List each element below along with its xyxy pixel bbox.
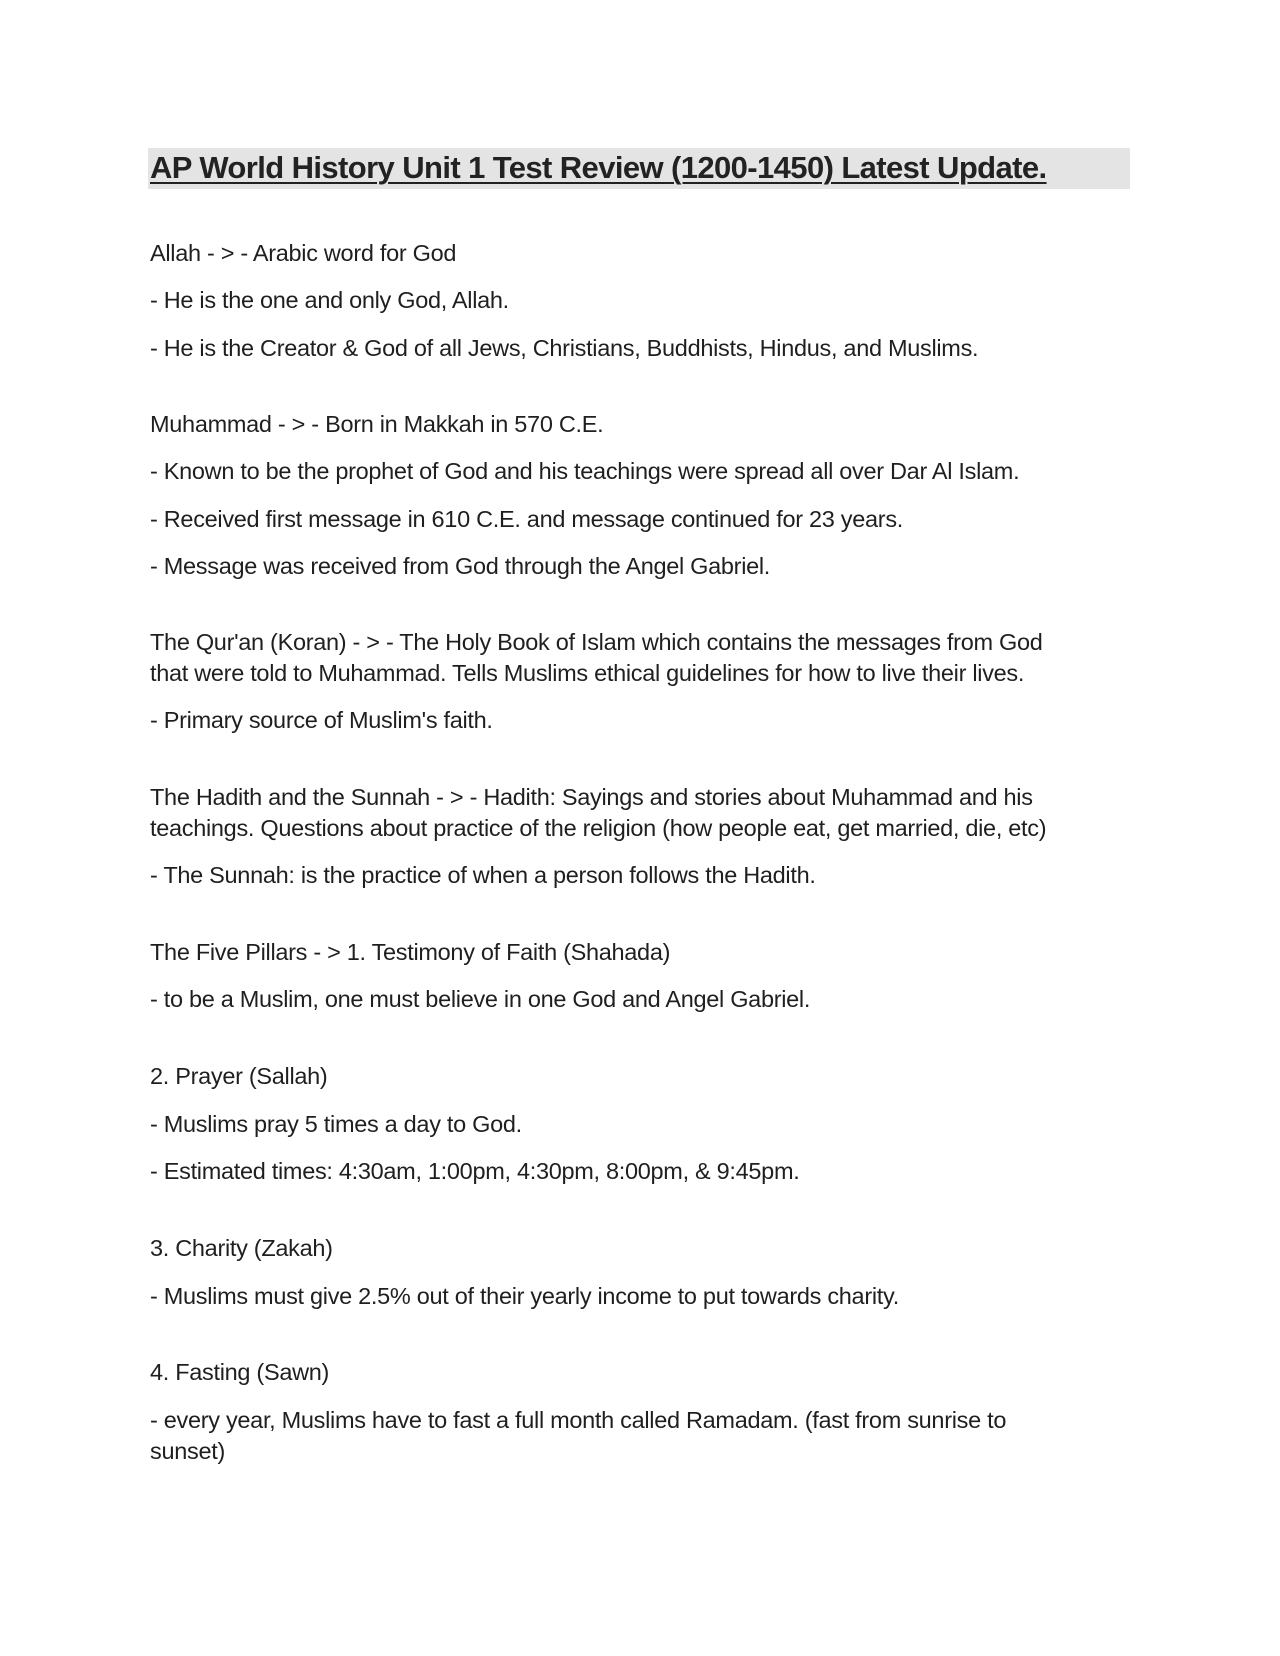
text-line: - Muslims pray 5 times a day to God. [150, 1111, 522, 1137]
text-line: - Message was received from God through the Angel Gabriel. [150, 553, 771, 579]
text-line: 3. Charity (Zakah) [150, 1235, 333, 1261]
text-line: - Received first message in 610 C.E. and message continued for 23 years. [150, 506, 903, 532]
text-line: - The Sunnah: is the practice of when a person follows the Hadith. [150, 862, 816, 888]
text-line: Muhammad - > - Born in Makkah in 570 C.E. [150, 411, 604, 437]
text-line: - Muslims must give 2.5% out of their yearly income to put towards charity. [150, 1283, 899, 1309]
text-line: - every year, Muslims have to fast a full month called Ramadam. (fast from sunrise to [150, 1407, 1007, 1433]
text-line: The Qur'an (Koran) - > - The Holy Book of Islam which contains the messages from God [150, 629, 1043, 655]
text-line: - Known to be the prophet of God and his teachings were spread all over Dar Al Islam. [150, 458, 1020, 484]
text-line: - Primary source of Muslim's faith. [150, 707, 493, 733]
text-line: sunset) [150, 1438, 225, 1464]
text-line: - He is the one and only God, Allah. [150, 287, 509, 313]
text-line: - He is the Creator & God of all Jews, Christians, Buddhists, Hindus, and Muslims. [150, 335, 979, 361]
text-line: teachings. Questions about practice of the religion (how people eat, get married, die, etc) [150, 815, 1047, 841]
text-line: that were told to Muhammad. Tells Muslims ethical guidelines for how to live their lives. [150, 660, 1025, 686]
text-line: 4. Fasting (Sawn) [150, 1359, 330, 1385]
text-line: - to be a Muslim, one must believe in one God and Angel Gabriel. [150, 986, 811, 1012]
document-title: AP World History Unit 1 Test Review (1200-1450) Latest Update. [150, 150, 1047, 185]
text-line: The Five Pillars - > 1. Testimony of Faith (Shahada) [150, 939, 671, 965]
text-line: Allah - > - Arabic word for God [150, 240, 457, 266]
text-line: 2. Prayer (Sallah) [150, 1063, 328, 1089]
text-line: - Estimated times: 4:30am, 1:00pm, 4:30pm, 8:00pm, & 9:45pm. [150, 1158, 800, 1184]
text-line: The Hadith and the Sunnah - > - Hadith: Sayings and stories about Muhammad and his [150, 784, 1033, 810]
